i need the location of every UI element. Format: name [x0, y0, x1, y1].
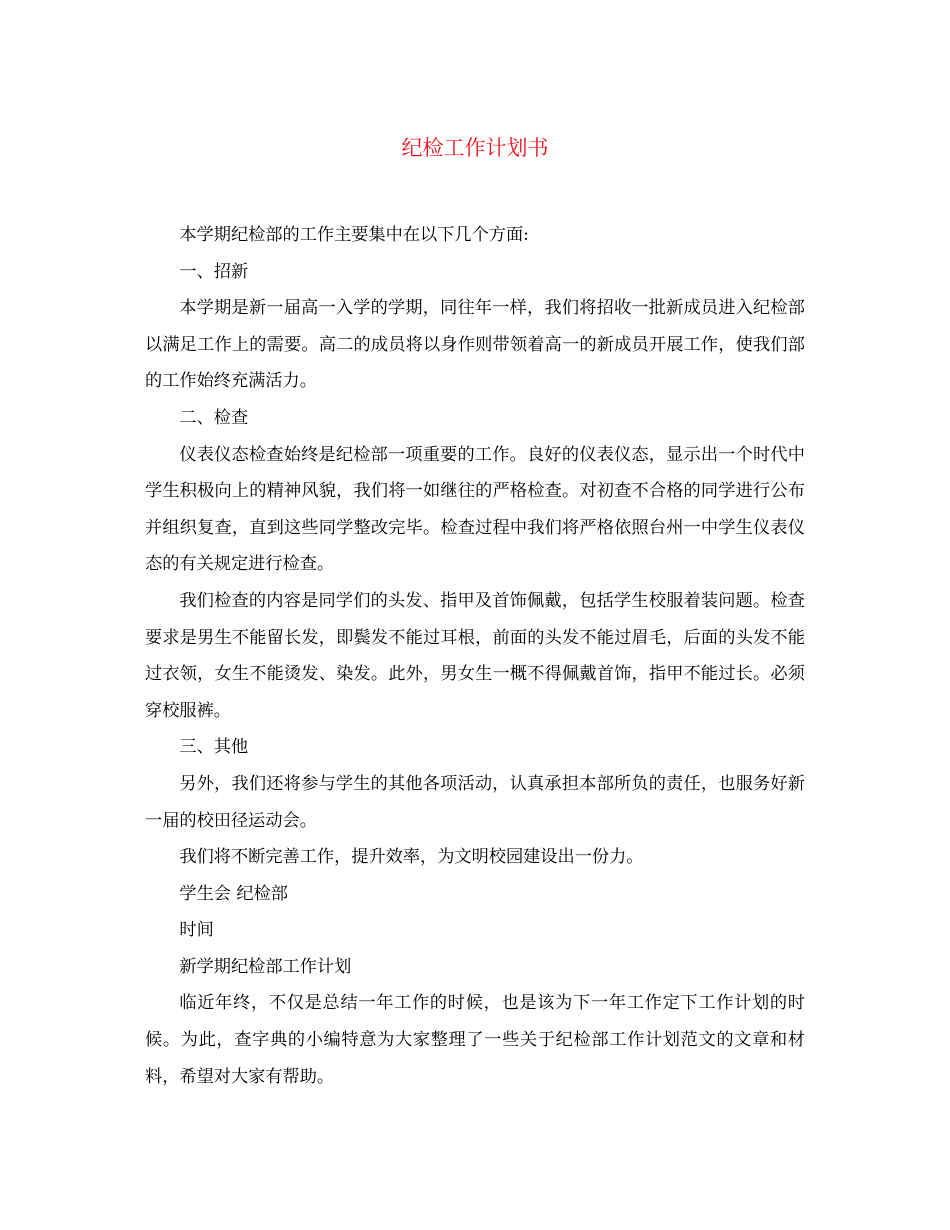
paragraph-recruit: 本学期是新一届高一入学的学期，同往年一样，我们将招收一批新成员进入纪检部以满足工作上的需要。高二的成员将以身作则带领着高一的新成员开展工作，使我们部的工作始终充满活力。 — [145, 298, 805, 392]
paragraph-other: 另外，我们还将参与学生的其他各项活动，认真承担本部所负的责任，也服务好新一届的校田径运动会。 — [145, 773, 805, 831]
section-heading-new-term: 新学期纪检部工作计划 — [179, 956, 352, 977]
section-heading-inspection: 二、检查 — [179, 407, 249, 428]
paragraph-inspection: 仪表仪态检查始终是纪检部一项重要的工作。良好的仪表仪态，显示出一个时代中学生积极向上的精神风貌，我们将一如继往的严格检查。对初查不合格的同学进行公布并组织复查，直到这些同学整改完毕。检查过程中我们将严格依照台州一中学生仪表仪态的有关规定进行检查。 — [145, 444, 805, 575]
document-body — [145, 217, 805, 1095]
signature-department: 学生会 纪检部 — [179, 883, 288, 904]
section-heading-other: 三、其他 — [179, 737, 249, 758]
section-heading-recruit: 一、招新 — [179, 261, 249, 282]
paragraph-closing: 我们将不断完善工作，提升效率，为文明校园建设出一份力。 — [179, 847, 644, 868]
signature-date: 时间 — [179, 920, 214, 941]
paragraph-new-term: 临近年终，不仅是总结一年工作的时候，也是该为下一年工作定下工作计划的时候。为此，查字典的小编特意为大家整理了一些关于纪检部工作计划范文的文章和材料，希望对大家有帮助。 — [145, 993, 805, 1087]
paragraph-inspection-content: 我们检查的内容是同学们的头发、指甲及首饰佩戴，包括学生校服着装问题。检查要求是男生不能留长发，即鬓发不能过耳根，前面的头发不能过眉毛，后面的头发不能过衣领，女生不能烫发、染发。此外，男女生一概不得佩戴首饰，指甲不能过长。必须穿校服裤。 — [145, 590, 805, 721]
document-title: 纪检工作计划书 — [401, 136, 549, 160]
paragraph-intro: 本学期纪检部的工作主要集中在以下几个方面: — [179, 225, 529, 245]
